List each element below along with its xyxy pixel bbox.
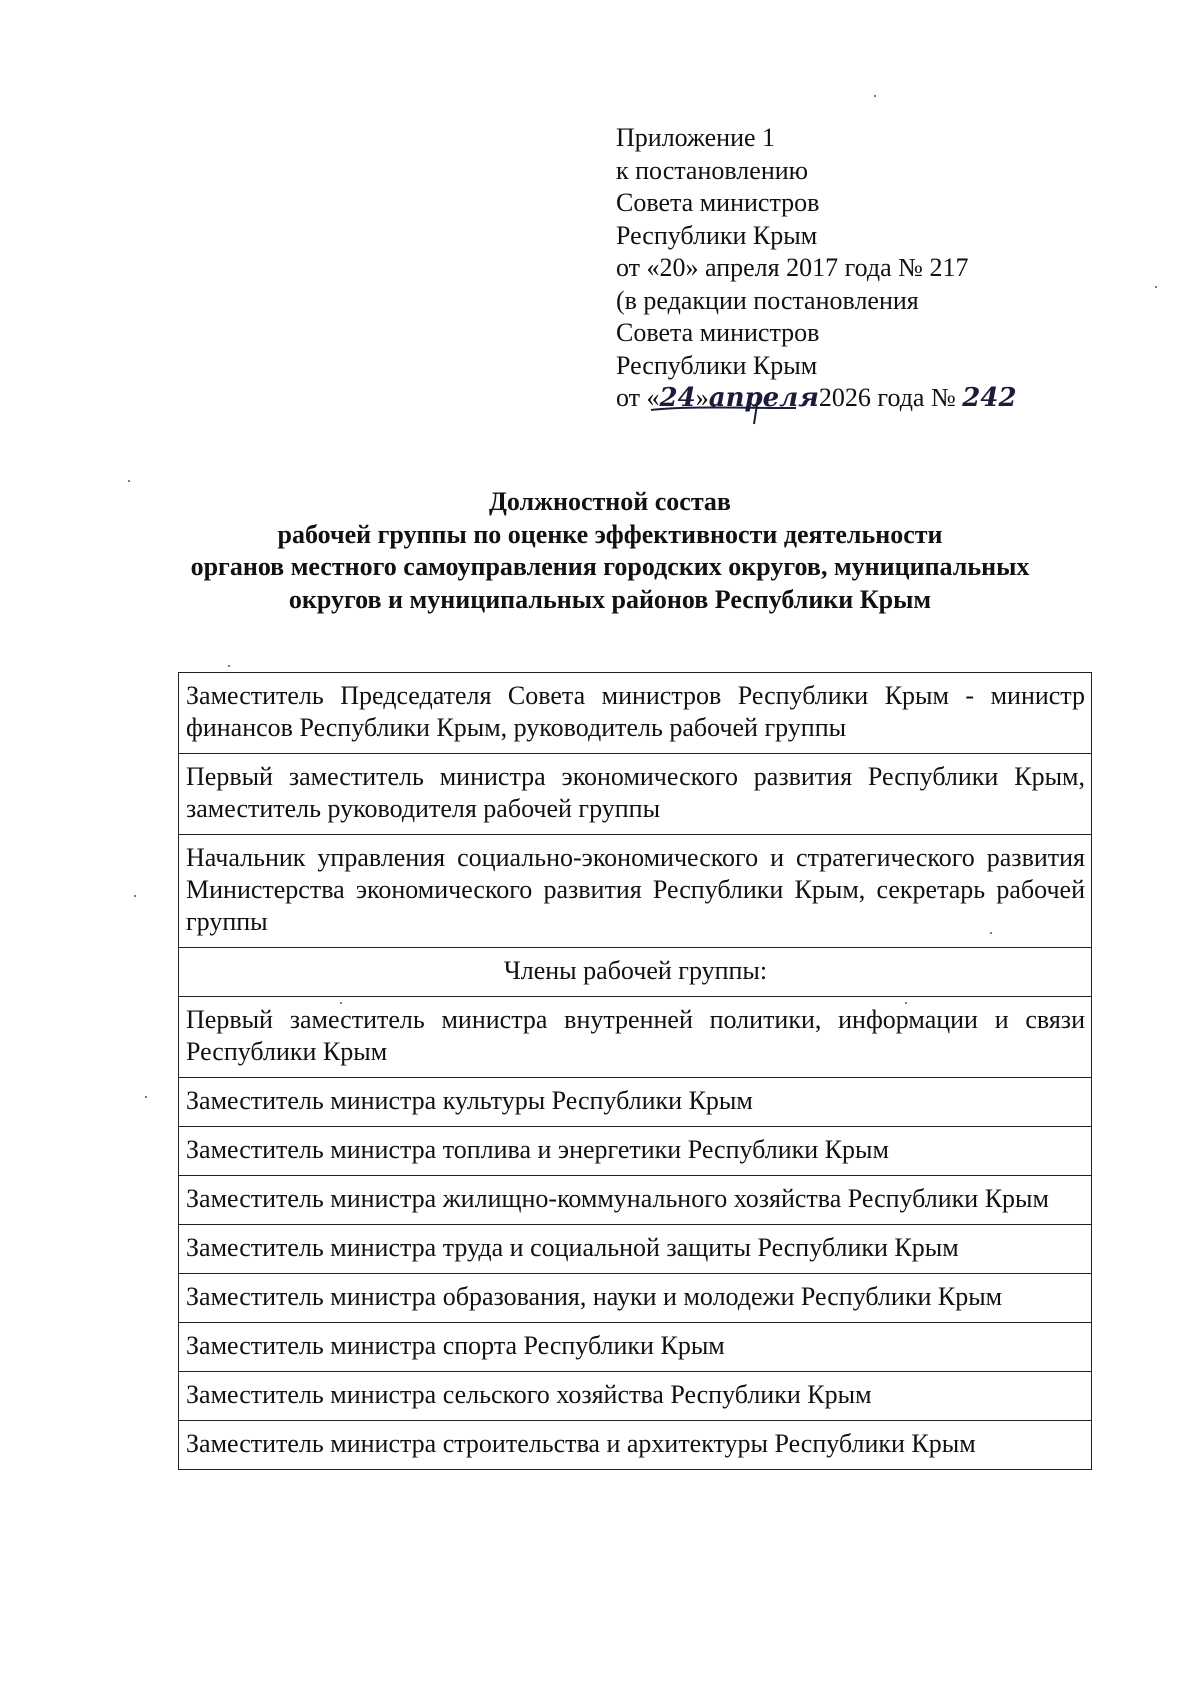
appendix-line: Республики Крым [616, 220, 818, 250]
table-row [179, 1225, 1092, 1274]
scan-speck [874, 95, 876, 97]
handwritten-number: 242 [962, 383, 1017, 413]
table-row [179, 948, 1092, 997]
date-prefix: от « [616, 383, 660, 412]
appendix-line: (в редакции постановления [616, 285, 919, 315]
handwriting-underline-icon [646, 378, 946, 418]
roster-table [178, 672, 1092, 1470]
amending-decree-date [616, 382, 1096, 415]
title-line: округов и муниципальных районов Республики Крым [288, 584, 932, 614]
table-row [179, 1372, 1092, 1421]
table-row [179, 673, 1092, 754]
member-cell: Заместитель министра сельского хозяйства Республики Крым [179, 1372, 1092, 1421]
appendix-block [616, 122, 1096, 415]
leader-cell: Заместитель Председателя Совета министров Республики Крым - министр финансов Республики Крым, руководитель рабочей группы [179, 673, 1092, 754]
date-separator: » [695, 383, 709, 412]
member-cell: Заместитель министра строительства и архитектуры Республики Крым [179, 1421, 1092, 1470]
table-row [179, 1421, 1092, 1470]
appendix-line: Совета министров [616, 188, 820, 217]
title-line: органов местного самоуправления городских округов, муниципальных [190, 552, 1030, 581]
scan-speck [340, 1002, 342, 1004]
table-row [179, 1176, 1092, 1225]
original-decree-date: от «20» апреля 2017 года № 217 [616, 253, 969, 282]
document-title [150, 486, 1070, 616]
member-cell: Заместитель министра труда и социальной защиты Республики Крым [179, 1225, 1092, 1274]
appendix-line: Приложение 1 [616, 123, 776, 152]
member-cell: Заместитель министра топлива и энергетики Республики Крым [179, 1127, 1092, 1176]
scan-speck [905, 1002, 907, 1004]
member-cell: Заместитель министра спорта Республики Крым [179, 1323, 1092, 1372]
table-row [179, 754, 1092, 835]
secretary-cell: Начальник управления социально-экономического и стратегического развития Министерства экономического развития Республики Крым, секретарь рабочей группы [179, 835, 1092, 948]
table-row [179, 835, 1092, 948]
member-cell: Заместитель министра жилищно-коммунального хозяйства Республики Крым [179, 1176, 1092, 1225]
scan-speck [990, 932, 992, 934]
appendix-line: Совета министров [616, 318, 820, 347]
table-row [179, 1078, 1092, 1127]
scan-speck [128, 480, 130, 482]
title-line: рабочей группы по оценке эффективности деятельности [277, 519, 943, 549]
member-cell: Первый заместитель министра внутренней политики, информации и связи Республики Крым [179, 997, 1092, 1078]
scan-speck [134, 895, 136, 897]
deputy-leader-cell: Первый заместитель министра экономического развития Республики Крым, заместитель руководителя рабочей группы [179, 754, 1092, 835]
scan-speck [1155, 286, 1157, 288]
table-row [179, 1274, 1092, 1323]
table-row [179, 1127, 1092, 1176]
member-cell: Заместитель министра образования, науки и молодежи Республики Крым [179, 1274, 1092, 1323]
handwritten-day: 24 [659, 383, 696, 413]
title-line: Должностной состав [489, 487, 731, 516]
scan-speck [145, 1096, 147, 1098]
appendix-line: к постановлению [616, 155, 809, 185]
date-year: 2026 года № [818, 383, 956, 412]
table-row [179, 1323, 1092, 1372]
handwritten-month: апреля [708, 383, 819, 413]
appendix-line: Республики Крым [616, 350, 818, 380]
scan-speck [228, 665, 230, 667]
members-heading-cell: Члены рабочей группы: [179, 948, 1092, 997]
table-row [179, 997, 1092, 1078]
member-cell: Заместитель министра культуры Республики Крым [179, 1078, 1092, 1127]
